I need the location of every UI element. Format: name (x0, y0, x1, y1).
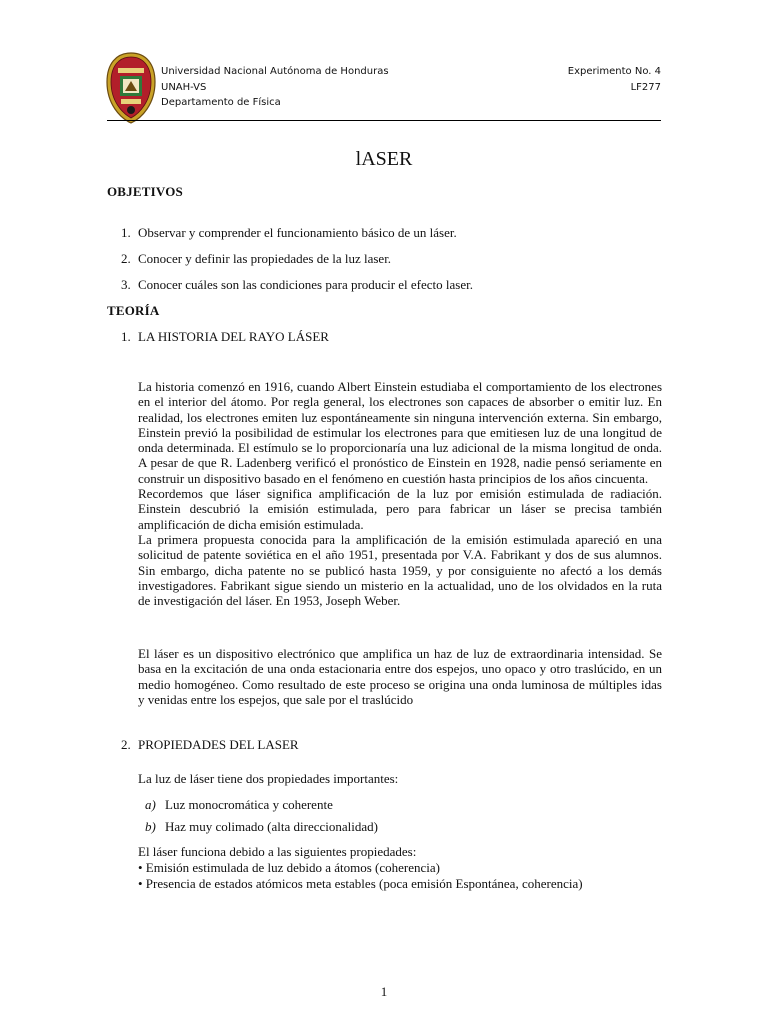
page-number: 1 (380, 984, 388, 999)
section-number: 2. (121, 737, 131, 752)
section-number: 1. (121, 329, 131, 344)
property-label: b) (145, 819, 156, 834)
list-text: Conocer cuáles son las condiciones para producir el efecto laser. (138, 277, 473, 292)
property-item (145, 819, 378, 835)
section-title: LA HISTORIA DEL RAYO LÁSER (138, 329, 329, 344)
list-number: 1. (121, 225, 131, 240)
function-intro: El láser funciona debido a las siguientes propiedades: (138, 844, 417, 859)
section-title: PROPIEDADES DEL LASER (138, 737, 299, 752)
department-name: Departamento de Física (161, 97, 281, 108)
list-number: 3. (121, 277, 131, 292)
paragraph-text: La primera propuesta conocida para la amplificación de la emisión estimulada apareció en una solicitud de patente soviética en el año 1951, presentada por V.A. Fabrikant y dos de sus alumnos. Sin embargo, dicha patente no se publicó hasta 1959, y por consiguiente no afectó a los demás investigadores. Fabrikant sigue siendo un misterio en la actualidad, uno de los olvidados en la ruta de investigación del láser. En 1953, Joseph Weber. (138, 531, 662, 609)
course-code: LF277 (630, 81, 661, 93)
teoria-heading: TEORÍA (107, 303, 160, 318)
list-text: Observar y comprender el funcionamiento básico de un láser. (138, 225, 457, 240)
campus-name: UNAH-VS (161, 81, 207, 93)
property-text: Haz muy colimado (alta direccionalidad) (165, 819, 378, 834)
property-item (145, 797, 333, 813)
paragraph-text: La historia comenzó en 1916, cuando Albert Einstein estudiaba el comportamiento de los electrones en el interior del átomo. Por regla general, los electrones son capaces de absorber o emitir luz. En realidad, los electrones emiten luz espontáneamente sin ninguna intervención externa. Sin embargo, Einstein previó la posibilidad de estimular los electrones para que emitiesen luz de una longitud de onda determinada. El estímulo se lo proporcionaría una luz adicional de la misma longitud de onda. A pesar de que R. Ladenberg verificó el pronóstico de Einstein en 1928, nadie pensó seriamente en construir un dispositivo basado en el fenómeno en cuestión hasta principios de los años cincuenta. (138, 379, 662, 486)
experiment-number: Experimento No. 4 (567, 66, 661, 77)
experiment-header (568, 64, 661, 95)
section-heading-propiedades (121, 737, 299, 753)
property-text: Luz monocromática y coherente (165, 797, 333, 812)
institution-header (161, 64, 389, 111)
section-heading-historia (121, 329, 329, 345)
historia-paragraph (138, 379, 662, 608)
header-divider (107, 120, 661, 121)
bullet-item: • Presencia de estados atómicos meta estables (poca emisión Espontánea, coherencia) (138, 876, 583, 891)
document-title: lASER (355, 148, 413, 170)
list-item (121, 251, 391, 267)
bullet-item: • Emisión estimulada de luz debido a átomos (coherencia) (138, 860, 441, 875)
objetivos-heading: OBJETIVOS (107, 184, 183, 199)
paragraph-text: Recordemos que láser significa amplificación de la luz por emisión estimulada de radiación. Einstein descubrió la emisión estimulada, pero para fabricar un láser se precisa también amplificación de dicha emisión estimulada. (138, 486, 662, 532)
property-label: a) (145, 797, 156, 812)
list-item (121, 225, 457, 241)
university-name: Universidad Nacional Autónoma de Honduras (161, 66, 389, 77)
list-text: Conocer y definir las propiedades de la luz laser. (138, 251, 392, 266)
university-seal-logo (106, 52, 156, 124)
properties-intro: La luz de láser tiene dos propiedades importantes: (138, 771, 399, 786)
list-item (121, 277, 473, 293)
laser-definition-paragraph: El láser es un dispositivo electrónico que amplifica un haz de luz de extraordinaria intensidad. Se basa en la excitación de una onda estacionaria entre dos espejos, uno opaco y otro traslúcido, en un medio homogéneo. Como resultado de este proceso se origina una onda luminosa de múltiples idas y venidas entre los espejos, que sale por el traslúcido (138, 646, 662, 707)
list-number: 2. (121, 251, 131, 266)
